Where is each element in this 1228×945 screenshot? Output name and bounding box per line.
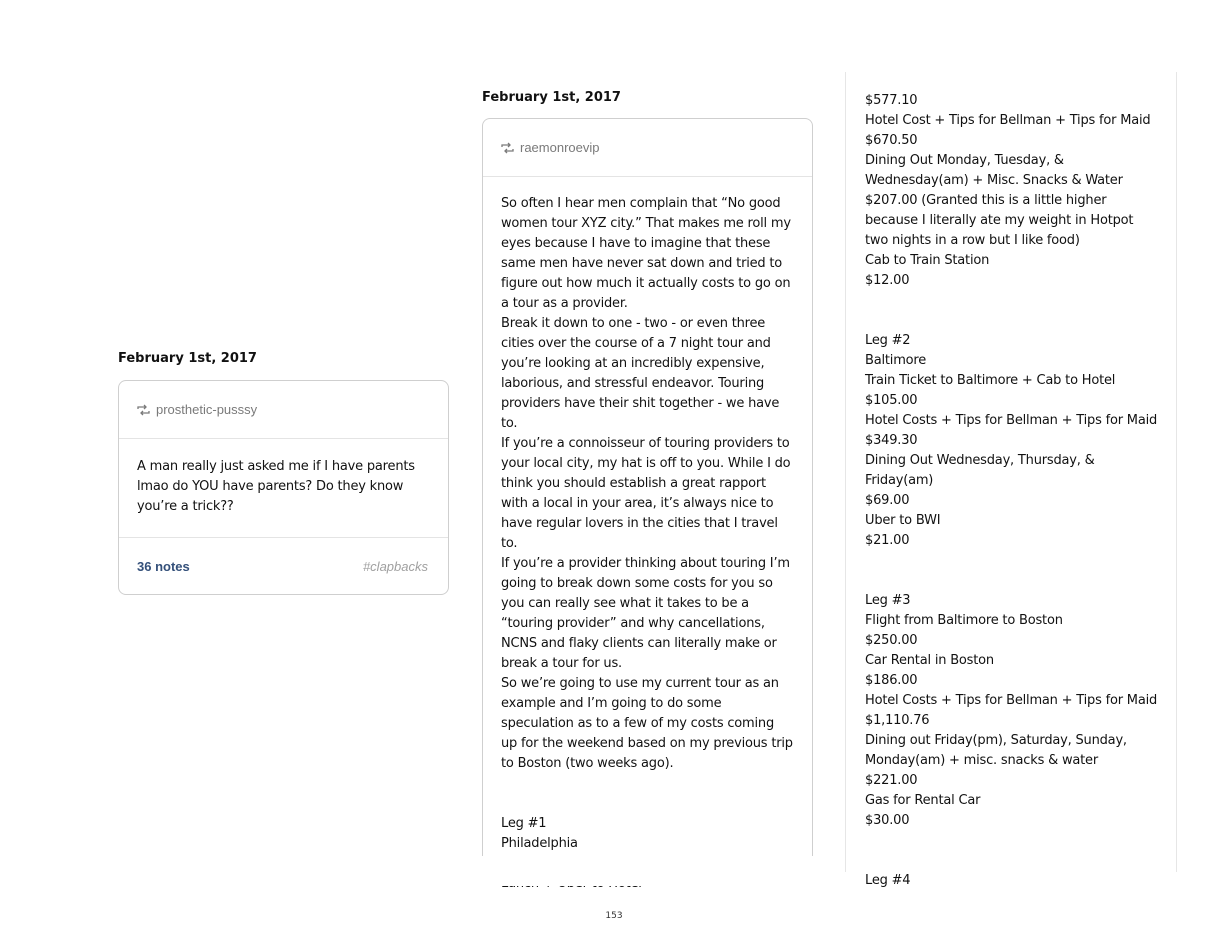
post-paragraph: So often I hear men complain that “No good women tour XYZ city.” That makes me roll my eyes because I have to imagine that these same men have never sat down and tried to figure out how much it actually costs to go on a tour as a provider. bbox=[501, 196, 791, 311]
leg-line: Hotel Costs + Tips for Bellman + Tips for Maid bbox=[865, 693, 1158, 708]
post-paragraph: If you’re a connoisseur of touring providers to your local city, my hat is off to you. While I do think you should establish a great rapport with a local in your area, it’s always nice to have regular lovers in the cities that I travel to. bbox=[501, 436, 791, 551]
post-username[interactable]: prosthetic-pusssy bbox=[156, 402, 258, 417]
leg-line: $69.00 bbox=[865, 493, 910, 508]
post-body bbox=[846, 72, 1176, 891]
leg-line: Dining out Friday(pm), Saturday, Sunday, Monday(am) + misc. snacks & water bbox=[865, 733, 1127, 768]
leg-line: Hotel Costs + Tips for Bellman + Tips for Maid bbox=[865, 413, 1158, 428]
leg-line: Philadelphia bbox=[501, 836, 578, 851]
leg-line: $349.30 bbox=[865, 433, 918, 448]
leg-line: $30.00 bbox=[865, 813, 910, 828]
notes-count[interactable]: 36 notes bbox=[137, 558, 190, 574]
post-date: February 1st, 2017 bbox=[482, 90, 621, 105]
leg-line: $21.00 bbox=[865, 533, 910, 548]
post-tag[interactable]: #clapbacks bbox=[362, 558, 428, 574]
post-text: A man really just asked me if I have parents lmao do YOU have parents? Do they know you’re a trick?? bbox=[137, 459, 415, 514]
leg-line: Flight from Baltimore to Boston bbox=[865, 613, 1063, 628]
leg-line: $250.00 bbox=[865, 633, 918, 648]
leg-line: $207.00 (Granted this is a little higher because I literally ate my weight in Hotpot two nights in a row but I like food) bbox=[865, 193, 1134, 248]
post-header bbox=[483, 119, 812, 177]
leg-line: Leg #1 bbox=[501, 816, 547, 831]
leg-line: $577.10 bbox=[865, 93, 918, 108]
leg-line: Leg #4 bbox=[865, 873, 911, 888]
leg-line: Dining Out Monday, Tuesday, & Wednesday(am) + Misc. Snacks & Water bbox=[865, 153, 1123, 188]
post-username[interactable]: raemonroevip bbox=[520, 140, 600, 155]
leg-line: Hotel Cost + Tips for Bellman + Tips for Maid bbox=[865, 113, 1151, 128]
leg-line: Baltimore bbox=[865, 353, 927, 368]
reblog-icon bbox=[137, 405, 150, 415]
page-number: 153 bbox=[605, 911, 623, 921]
post-header bbox=[119, 381, 448, 439]
leg-line: Cab to Train Station bbox=[865, 253, 990, 268]
post-card bbox=[118, 380, 449, 595]
post-card bbox=[482, 118, 813, 878]
leg-line: $1,110.76 bbox=[865, 713, 930, 728]
post-date: February 1st, 2017 bbox=[118, 351, 257, 366]
leg-line: Leg #2 bbox=[865, 333, 911, 348]
post-continuation bbox=[845, 72, 1177, 888]
reblog-icon bbox=[501, 143, 514, 153]
leg-line: Dining Out Wednesday, Thursday, & Friday(am) bbox=[865, 453, 1095, 488]
post-body bbox=[483, 177, 812, 894]
leg-line: $105.00 bbox=[865, 393, 918, 408]
leg-line: Train Ticket to Baltimore + Cab to Hotel bbox=[865, 373, 1116, 388]
leg-line: $12.00 bbox=[865, 273, 910, 288]
leg-line: $221.00 bbox=[865, 773, 918, 788]
post-paragraph: Break it down to one - two - or even three cities over the course of a 7 night tour and you’re looking at an incredibly expensive, laborious, and stressful endeavor. Touring providers have their shit together - we have to. bbox=[501, 316, 780, 431]
leg-line: Leg #3 bbox=[865, 593, 911, 608]
leg-line: Car Rental in Boston bbox=[865, 653, 994, 668]
post-paragraph: If you’re a provider thinking about touring I’m going to break down some costs for you so you can really see what it takes to be a “touring provider” and why cancellations, NCNS and flaky clients can literally make or break a tour for us. bbox=[501, 556, 790, 671]
leg-line: $670.50 bbox=[865, 133, 918, 148]
post-paragraph: So we’re going to use my current tour as an example and I’m going to do some speculation as to a few of my costs coming up for the weekend based on my previous trip to Boston (two weeks ago). bbox=[501, 676, 793, 771]
post-body bbox=[119, 439, 448, 538]
leg-line: Uber to BWI bbox=[865, 513, 941, 528]
leg-line: Gas for Rental Car bbox=[865, 793, 981, 808]
leg-line: $186.00 bbox=[865, 673, 918, 688]
post-footer bbox=[119, 538, 448, 594]
